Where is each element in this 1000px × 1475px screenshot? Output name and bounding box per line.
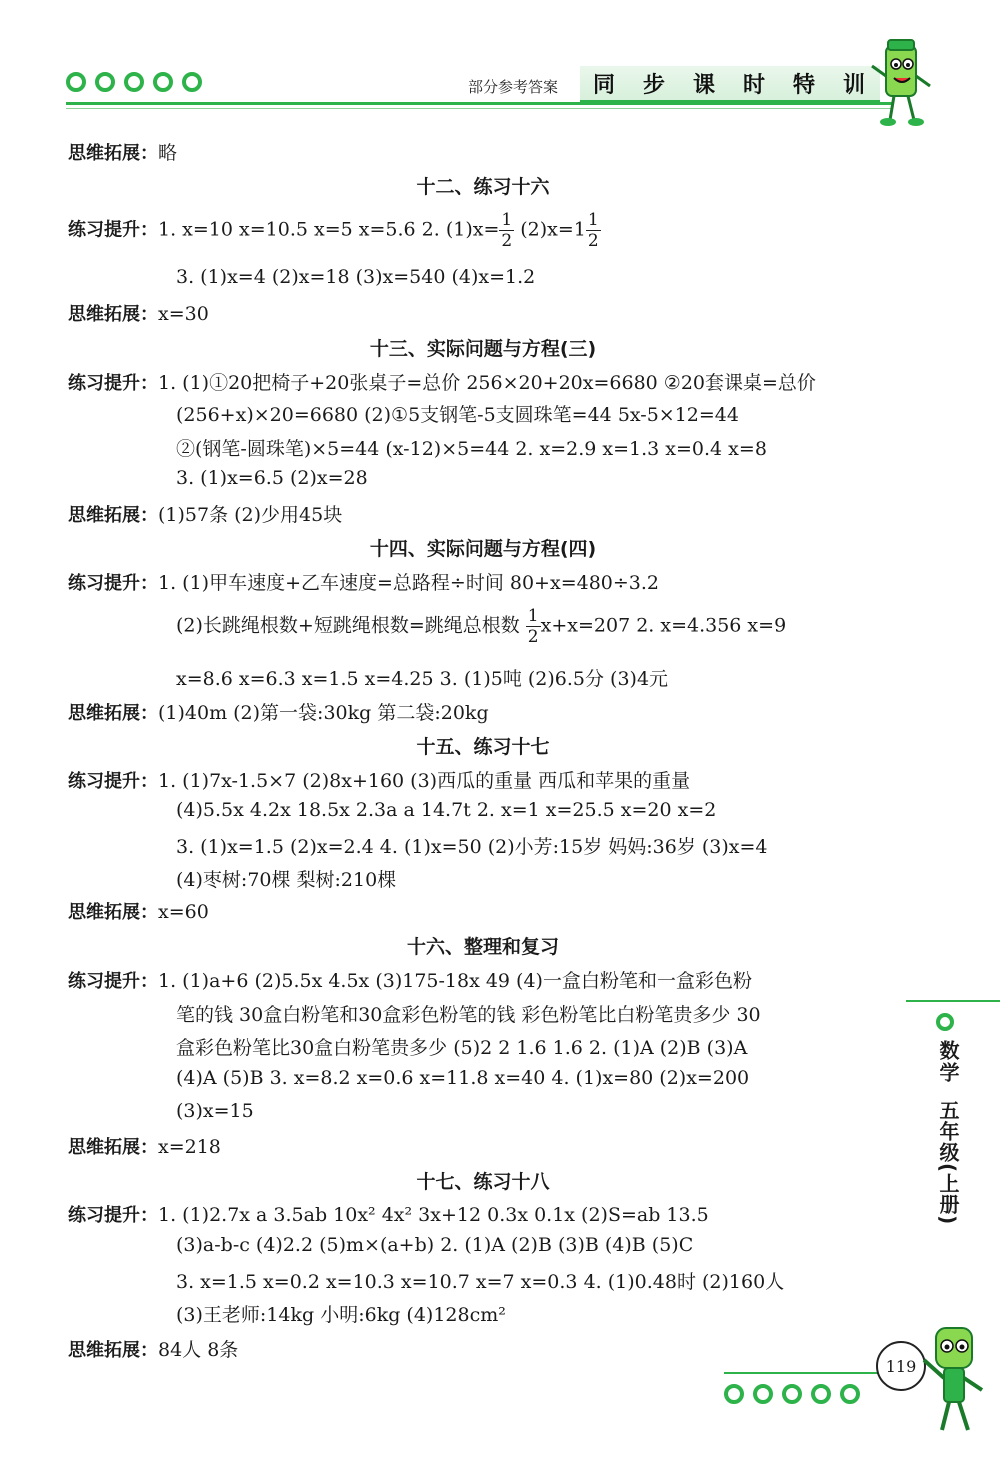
brand-char: 课 [692,72,717,98]
dot-icon [936,1013,954,1031]
answer-line [176,1300,506,1327]
brand-char: 特 [792,72,817,98]
header-divider-thin [66,108,892,109]
line-text: 略 [158,142,178,164]
side-grade: 五年级(上册) [936,1100,960,1226]
line-text: 84人 8条 [158,1339,239,1361]
fraction [586,210,601,251]
answer-line [176,1000,761,1027]
line-text: 1. (1)甲车速度+乙车速度=总路程÷时间 80+x=480÷3.2 [158,572,660,594]
brand-char: 同 [592,72,617,98]
line-label: 思维拓展： [68,505,158,526]
answer-line [68,966,752,993]
brand-title [580,66,880,102]
answer-line [176,434,767,461]
answer-line [176,1033,747,1060]
line-text: (3)a-b-c (4)2.2 (5)m×(a+b) 2. (1)A (2)B (3)B (4)B (5)C [176,1234,694,1256]
dot-icon [753,1384,773,1404]
line-text: 盒彩色粉笔比30盒白粉笔贵多少 (5)2 2 1.6 1.6 2. (1)A (2)B (3)A [176,1037,748,1059]
dot-icon [782,1384,802,1404]
line-text: 1. (1)①20把椅子+20张桌子=总价 256×20+20x=6680 ②20套课桌=总价 [158,372,816,394]
line-text: x=8.6 x=6.3 x=1.5 x=4.25 3. (1)5吨 (2)6.5分 (3)4元 [176,668,669,690]
line-text: (3)x=15 [176,1100,254,1122]
page-number: 119 [876,1341,926,1391]
line-text: (4)枣树:70棵 梨树:210棵 [176,869,397,891]
answer-line [68,1335,238,1362]
answer-line [176,832,768,859]
dot-icon [124,72,144,92]
brand-char: 步 [642,72,667,98]
fraction [526,606,541,647]
line-text: 3. x=1.5 x=0.2 x=10.3 x=10.7 x=7 x=0.3 4. (1)0.48时 (2)160人 [176,1271,785,1293]
line-label: 思维拓展： [68,304,158,325]
line-label: 思维拓展： [68,1137,158,1158]
answer-line [176,606,786,647]
line-label: 练习提升： [68,1205,158,1226]
answer-line [68,766,690,793]
section-title: 十四、实际问题与方程(四) [369,538,597,560]
line-label: 练习提升： [68,573,158,594]
section-title: 十七、练习十八 [416,1171,550,1193]
section-title: 十六、整理和复习 [406,936,559,958]
answer-line [176,1267,784,1294]
fraction-denominator: 2 [501,231,513,251]
footer-dots [724,1384,860,1404]
answer-line [176,400,739,427]
dot-icon [724,1384,744,1404]
dot-icon [95,72,115,92]
dot-icon [840,1384,860,1404]
fraction-numerator: 1 [501,210,513,230]
answer-line [176,266,535,288]
line-label: 练习提升： [68,219,158,241]
line-label: 思维拓展： [68,1340,158,1361]
line-text: 1. (1)2.7x a 3.5ab 10x² 4x² 3x+12 0.3x 0.1x (2)S=ab 13.5 [158,1204,709,1226]
line-text: x=30 [158,303,209,325]
answer-line [68,898,209,924]
line-text: (256+x)×20=6680 (2)①5支钢笔-5支圆珠笔=44 5x-5×12=44 [176,404,739,426]
answer-line [68,210,601,251]
section-title: 十五、练习十七 [416,736,550,758]
fraction-numerator: 1 [527,606,539,626]
line-text: (3)王老师:14kg 小明:6kg (4)128cm² [176,1304,506,1326]
line-text: (1)57条 (2)少用45块 [158,504,343,526]
dot-icon [153,72,173,92]
robot-mascot-icon [914,1320,994,1440]
answer-line [68,1133,221,1159]
answer-line [176,1067,749,1089]
line-label: 思维拓展： [68,703,158,724]
line-label: 思维拓展： [68,902,158,923]
answer-line [176,467,368,489]
line-text: (4)5.5x 4.2x 18.5x 2.3a a 14.7t 2. x=1 x=25.5 x=20 x=2 [176,799,717,821]
side-subject: 数学 [936,1040,960,1084]
answer-line [68,138,177,165]
line-label: 练习提升： [68,971,158,992]
fraction-numerator: 1 [587,210,599,230]
side-divider [906,1000,1000,1002]
answer-line [68,698,489,725]
brand-char: 训 [842,72,867,98]
line-label: 思维拓展： [68,143,158,164]
line-text: 笔的钱 30盒白粉笔和30盒彩色粉笔的钱 彩色粉笔比白粉笔贵多少 30 [176,1004,761,1026]
header-divider [66,102,892,105]
answer-line [68,568,659,595]
answer-line [176,1100,254,1122]
answer-line [68,300,209,326]
section-title: 十三、实际问题与方程(三) [369,338,597,360]
line-text: 3. (1)x=6.5 (2)x=28 [176,467,368,489]
line-text: x=218 [158,1136,221,1158]
pencil-mascot-icon [866,36,936,130]
answer-line [176,664,668,691]
line-text: 1. (1)7x-1.5×7 (2)8x+160 (3)西瓜的重量 西瓜和苹果的重量 [158,770,691,792]
line-text: x+x=207 2. x=4.356 x=9 [540,614,787,637]
answer-line [68,368,816,395]
fraction [499,210,514,251]
line-text: ②(钢笔-圆珠笔)×5=44 (x-12)×5=44 2. x=2.9 x=1.3 x=0.4 x=8 [176,438,767,460]
line-text: (2)x=1 [514,218,586,241]
header-dots [66,72,202,92]
page-header [0,0,1000,130]
answer-line [68,1201,709,1227]
line-text: x=60 [158,901,209,923]
line-text: 1. x=10 x=10.5 x=5 x=5.6 2. (1)x= [158,218,500,241]
header-subtitle: 部分参考答案 [468,78,559,96]
line-text: 1. (1)a+6 (2)5.5x 4.5x (3)175-18x 49 (4)一盒白粉笔和一盒彩色粉 [158,970,752,992]
section-title: 十二、练习十六 [416,176,550,198]
brand-char: 时 [742,72,767,98]
line-text: (2)长跳绳根数+短跳绳根数=跳绳总根数 [176,614,526,637]
line-text: 3. (1)x=4 (2)x=18 (3)x=540 (4)x=1.2 [176,266,536,288]
line-text: (4)A (5)B 3. x=8.2 x=0.6 x=11.8 x=40 4. (1)x=80 (2)x=200 [176,1067,750,1089]
answer-line [176,865,396,892]
dot-icon [182,72,202,92]
line-text: 3. (1)x=1.5 (2)x=2.4 4. (1)x=50 (2)小芳:15岁 妈妈:36岁 (3)x=4 [176,836,768,858]
dot-icon [811,1384,831,1404]
answer-line [176,799,716,821]
line-label: 练习提升： [68,771,158,792]
dot-icon [66,72,86,92]
answer-line [68,500,342,527]
fraction-denominator: 2 [587,231,599,251]
fraction-denominator: 2 [527,627,539,647]
line-text: (1)40m (2)第一袋:30kg 第二袋:20kg [158,702,489,724]
answer-line [176,1234,693,1256]
line-label: 练习提升： [68,373,158,394]
